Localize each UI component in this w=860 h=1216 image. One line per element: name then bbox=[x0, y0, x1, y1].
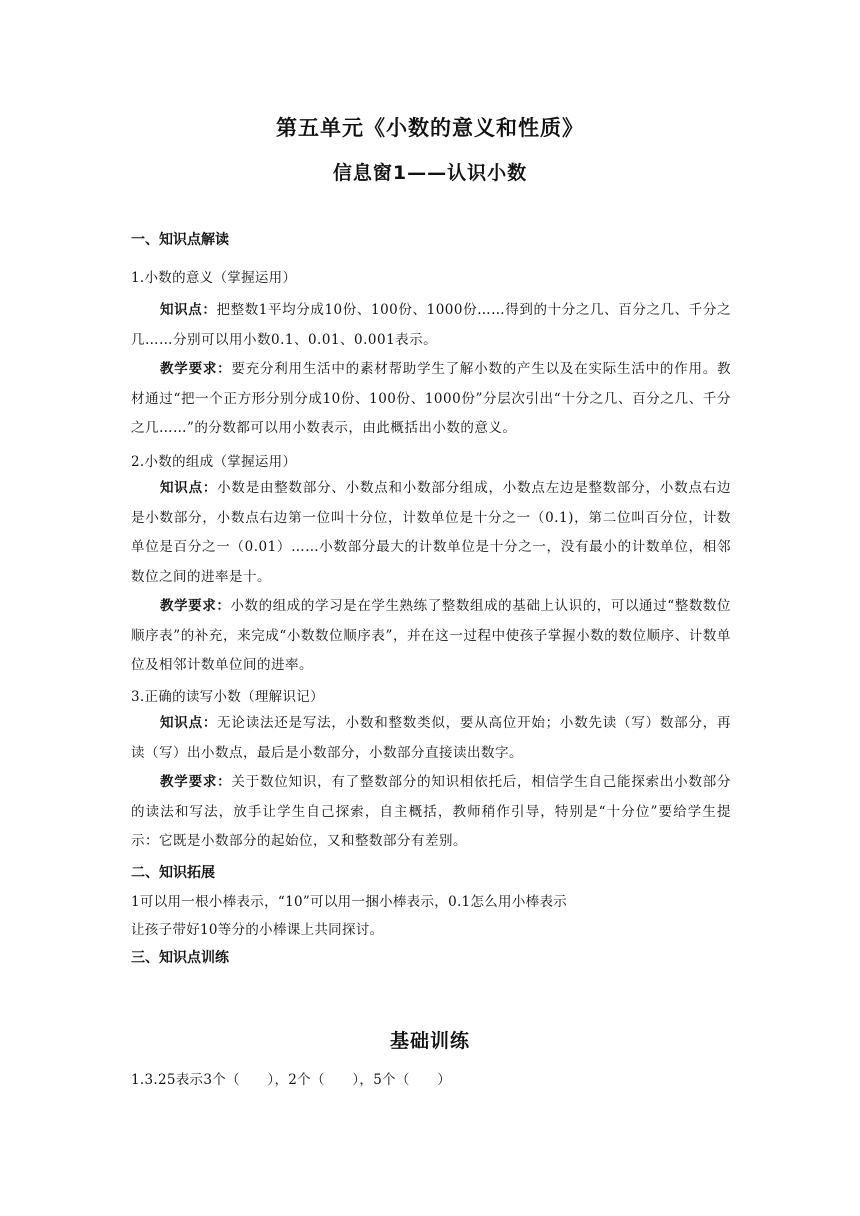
teaching-requirement-label: 教学要求： bbox=[160, 774, 232, 790]
teaching-requirement-text: 小数的组成的学习是在学生熟练了整数组成的基础上认识的，可以通过“整数数位顺序表”的补充，来完成“小数数位顺序表”，并在这一过程中使孩子掌握小数的数位顺序、计数单位及相邻计数单位间的进率。 bbox=[131, 598, 731, 673]
teaching-requirement-label: 教学要求： bbox=[160, 598, 231, 614]
page-title: 第五单元《小数的意义和性质》 bbox=[276, 116, 584, 140]
knowledge-point-paragraph bbox=[131, 709, 731, 768]
knowledge-point-text: 把整数1平均分成10份、100份、1000份……得到的十分之几、百分之几、千分之几……分别可以用小数0.1、0.01、0.001表示。 bbox=[131, 302, 732, 348]
question-1: 1.3.25表示3个（ ），2个（ ），5个（ ） bbox=[131, 1072, 452, 1088]
teaching-requirement-paragraph bbox=[131, 355, 731, 444]
extension-line-1: 1可以用一根小棒表示，“10”可以用一捆小棒表示，0.1怎么用小棒表示 bbox=[131, 894, 568, 910]
knowledge-point-label: 知识点： bbox=[160, 480, 218, 496]
training-title: 基础训练 bbox=[389, 1030, 470, 1052]
knowledge-point-label: 知识点： bbox=[160, 302, 217, 318]
knowledge-point-label: 知识点： bbox=[160, 715, 218, 731]
item-heading-read-write: 3.正确的读写小数（理解识记） bbox=[131, 689, 324, 705]
knowledge-point-paragraph bbox=[131, 474, 731, 592]
section-heading-knowledge: 一、知识点解读 bbox=[131, 232, 229, 248]
extension-line-2: 让孩子带好10等分的小棒课上共同探讨。 bbox=[131, 922, 384, 938]
knowledge-point-paragraph bbox=[131, 296, 731, 355]
teaching-requirement-label: 教学要求： bbox=[160, 361, 232, 377]
item-heading-meaning: 1.小数的意义（掌握运用） bbox=[131, 270, 297, 286]
knowledge-point-text: 无论读法还是写法，小数和整数类似，要从高位开始；小数先读（写）数部分，再读（写）出小数点，最后是小数部分，小数部分直接读出数字。 bbox=[131, 715, 732, 761]
teaching-requirement-paragraph bbox=[131, 592, 731, 681]
page-subtitle: 信息窗1——认识小数 bbox=[332, 162, 528, 184]
section-heading-extension: 二、知识拓展 bbox=[131, 865, 215, 881]
item-heading-composition: 2.小数的组成（掌握运用） bbox=[131, 454, 297, 470]
section-heading-training: 三、知识点训练 bbox=[131, 950, 229, 966]
teaching-requirement-text: 要充分利用生活中的素材帮助学生了解小数的产生以及在实际生活中的作用。教材通过“把一个正方形分别分成10份、100份、1000份”分层次引出“十分之几、百分之几、千分之几……”的分数都可以用小数表示，由此概括出小数的意义。 bbox=[131, 361, 732, 436]
knowledge-point-text: 小数是由整数部分、小数点和小数部分组成，小数点左边是整数部分，小数点右边是小数部分，小数点右边第一位叫十分位，计数单位是十分之一（0.1)，第二位叫百分位，计数单位是百分之一（0.01）……小数部分最大的计数单位是十分之一，没有最小的计数单位，相邻数位之间的进率是十。 bbox=[131, 480, 732, 585]
teaching-requirement-text: 关于数位知识，有了整数部分的知识相依托后，相信学生自己能探索出小数部分的读法和写法，放手让学生自己探索，自主概括，教师稍作引导，特别是“十分位”要给学生提示：它既是小数部分的起始位，又和整数部分有差别。 bbox=[131, 774, 732, 849]
teaching-requirement-paragraph bbox=[131, 768, 731, 857]
